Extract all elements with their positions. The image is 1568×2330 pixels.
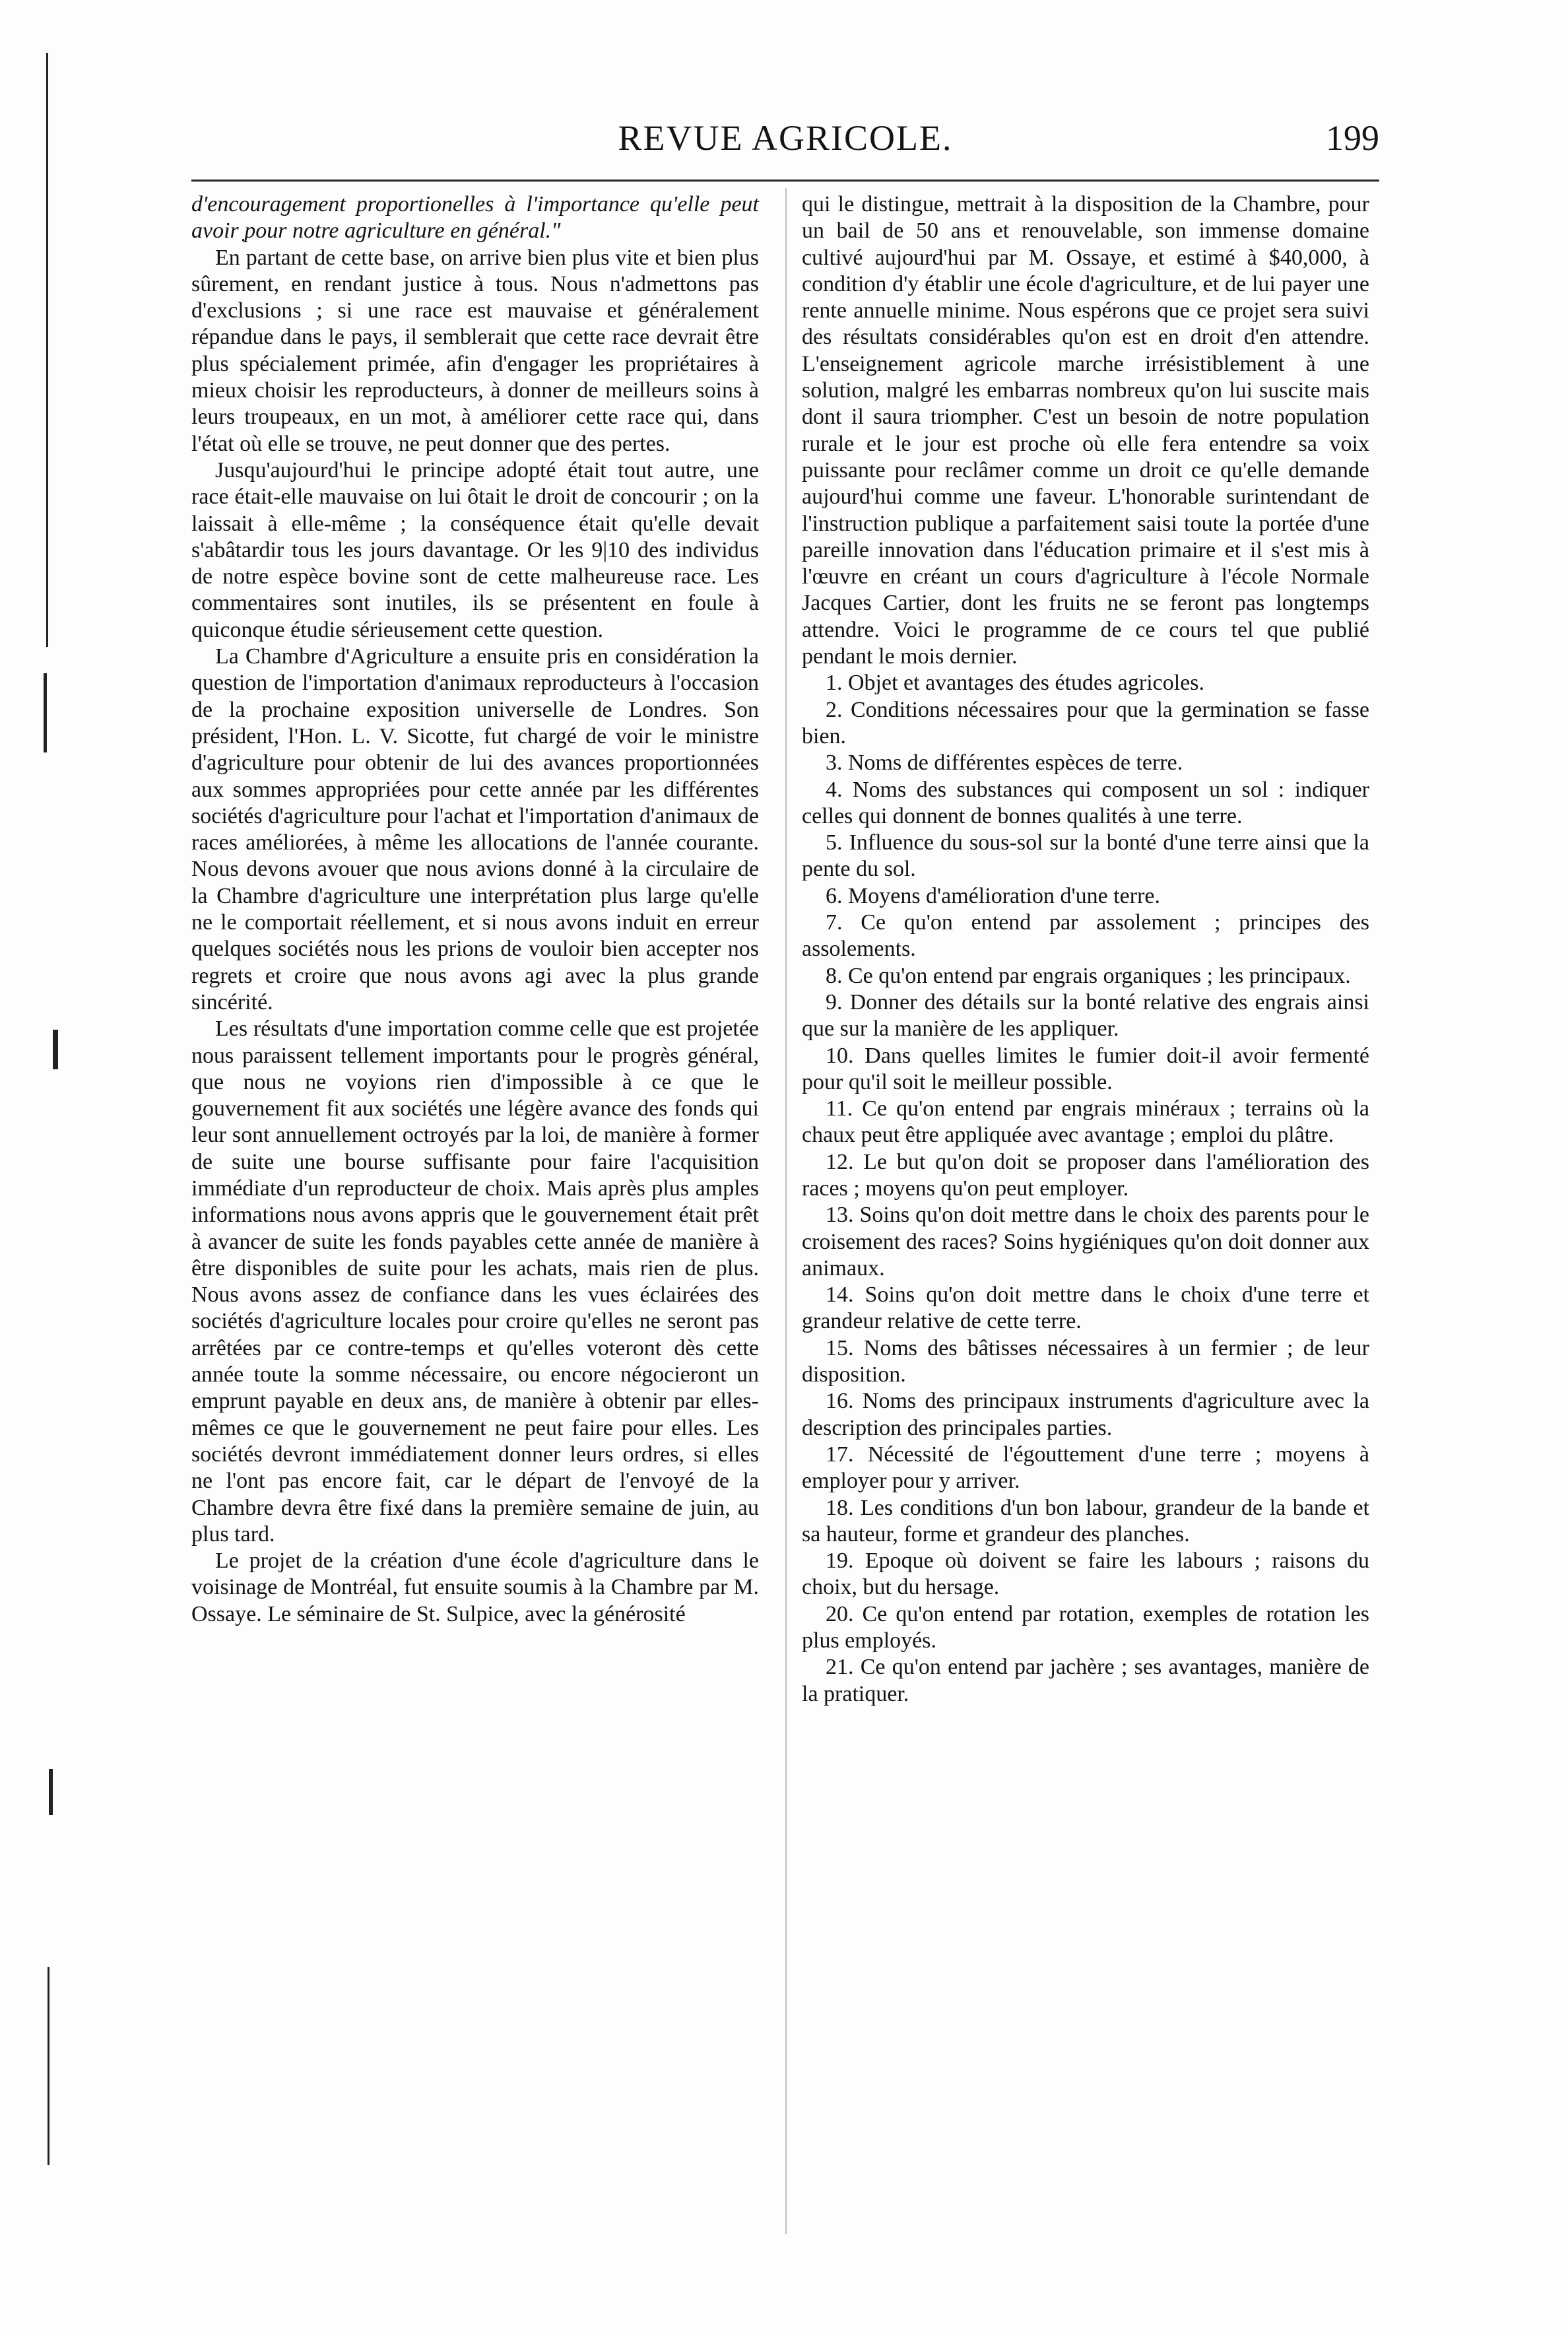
binding-edge-marks bbox=[26, 53, 66, 2231]
paragraph: Le projet de la création d'une école d'agriculture dans le voisinage de Montréal, fut ensuite soumis à la Chambre par M. Ossaye. Le séminaire de St. Sulpice, avec la générosité bbox=[191, 1548, 759, 1626]
page-number: 199 bbox=[1326, 118, 1379, 158]
page-header bbox=[191, 117, 1379, 170]
list-item: 7. Ce qu'on entend par assolement ; principes des assolements. bbox=[802, 910, 1369, 962]
list-item: 17. Nécessité de l'égouttement d'une terre ; moyens à employer pour y arriver. bbox=[802, 1442, 1369, 1494]
list-item: 6. Moyens d'amélioration d'une terre. bbox=[826, 883, 1160, 908]
paragraph: d'encouragement proportionelles à l'importance qu'elle peut avoir ̣pour notre agriculture en général." bbox=[191, 192, 759, 244]
paragraph: qui le distingue, mettrait à la disposition de la Chambre, pour un bail de 50 ans et renouvelable, son immense domaine cultivé aujourd'hui par M. Ossaye, et estimé à $40,000, à condition d'y établir une école d'agriculture, et de lui payer une rente annuelle minime. Nous espérons que ce projet sera suivi des résultats considérables qu'on est en droit d'en attendre. L'enseignement agricole marche irrésistiblement à une solution, malgré les embarras nombreux qu'on lui suscite mais dont il saura triompher. C'est un besoin de notre population rurale et le jour est proche où elle fera entendre sa voix puissante pour reclâmer comme un droit ce qu'elle demande aujourd'hui comme une faveur. L'honorable surintendant de l'instruction publique a parfaitement saisi toute la portée d'une pareille innovation dans l'éducation primaire et il s'est mis à l'œuvre en créant un cours d'agriculture à l'école Normale Jacques Cartier, dont les fruits ne se feront pas longtemps attendre. Voici le programme de ce cours tel que publié pendant le mois dernier. bbox=[802, 192, 1369, 669]
list-item: 13. Soins qu'on doit mettre dans le choix des parents pour le croisement des races? Soins hygiéniques qu'on doit donner aux animaux. bbox=[802, 1203, 1369, 1281]
list-item: 20. Ce qu'on entend par rotation, exemples de rotation les plus employés. bbox=[802, 1601, 1369, 1653]
list-item: 14. Soins qu'on doit mettre dans le choix d'une terre et grandeur relative de cette terre. bbox=[802, 1282, 1369, 1334]
column-divider bbox=[785, 188, 787, 2234]
paragraph: Jusqu'aujourd'hui le principe adopté était tout autre, une race était-elle mauvaise on lui ôtait le droit de concourir ; on la laissait à elle-même ; la conséquence était qu'elle devait s'abâtardir tous les jours davantage. Or les 9|10 des individus de notre espèce bovine sont de cette malheureuse race. Les commentaires sont inutiles, ils se présentent en foule à quiconque étudie sérieusement cette question. bbox=[191, 457, 759, 642]
list-item: 12. Le but qu'on doit se proposer dans l'amélioration des races ; moyens qu'on peut employer. bbox=[802, 1149, 1369, 1201]
right-column bbox=[802, 191, 1369, 1708]
course-program-list bbox=[802, 670, 1369, 1708]
paragraph: La Chambre d'Agriculture a ensuite pris en considération la question de l'importation d'animaux reproducteurs à l'occasion de la prochaine exposition universelle de Londres. Son président, l'Hon. L. V. Sicotte, fut chargé de voir le ministre d'agriculture pour obtenir de lui des avances proportionnées aux sommes appropriées pour cette année par les différentes sociétés d'agriculture pour l'achat et l'importation d'animaux de races améliorées, à même les allocations de l'année courante. Nous devons avouer que nous avions donné à la circulaire de la Chambre d'agriculture une interprétation plus large qu'elle ne le comportait réellement, et si nous avons induit en erreur quelques sociétés nous les prions de vouloir bien accepter nos regrets et croire que nous avons agi avec la plus grande sincérité. bbox=[191, 644, 759, 1015]
list-item: 18. Les conditions d'un bon labour, grandeur de la bande et sa hauteur, forme et grandeur des planches. bbox=[802, 1495, 1369, 1547]
list-item: 5. Influence du sous-sol sur la bonté d'une terre ainsi que la pente du sol. bbox=[802, 830, 1369, 882]
list-item: 2. Conditions nécessaires pour que la germination se fasse bien. bbox=[802, 697, 1369, 749]
header-rule bbox=[191, 180, 1379, 182]
list-item: 3. Noms de différentes espèces de terre. bbox=[826, 750, 1183, 776]
list-item: 21. Ce qu'on entend par jachère ; ses avantages, manière de la pratiquer. bbox=[802, 1655, 1369, 1706]
left-column bbox=[191, 191, 759, 1628]
paragraph: En partant de cette base, on arrive bien plus vite et bien plus sûrement, en rendant justice à tous. Nous n'admettons pas d'exclusions ; si une race est mauvaise et généralement répandue dans le pays, il semblerait que cette race devrait être plus spécialement primée, afin d'engager les propriétaires à mieux choisir les reproducteurs, à donner de meilleurs soins à leurs troupeaux, en un mot, à améliorer cette race qui, dans l'état où elle se trouve, ne peut donner que des pertes. bbox=[191, 245, 759, 456]
list-item: 1. Objet et avantages des études agricoles. bbox=[826, 671, 1205, 696]
list-item: 15. Noms des bâtisses nécessaires à un fermier ; de leur disposition. bbox=[802, 1335, 1369, 1387]
paragraph: Les résultats d'une importation comme celle que est projetée nous paraissent tellement importants pour le progrès général, que nous ne voyions rien d'impossible à ce que le gouvernement fit aux sociétés une légère avance des fonds qui leur sont annuellement octroyés par la loi, de manière à former de suite une bourse suffisante pour faire l'acquisition immédiate d'un reproducteur de choix. Mais après plus amples informations nous avons appris que le gouvernement était prêt à avancer de suite les fonds payables cette année de manière à être disponibles de suite pour les achats, mais rien de plus. Nous avons assez de confiance dans les vues éclairées des sociétés d'agriculture locales pour croire qu'elles ne seront pas arrêtées par ce contre-temps et qu'elles voteront dès cette année toute la somme nécessaire, ou encore négocieront un emprunt payable en deux ans, de manière à obtenir par elles-mêmes ce que le gouvernement ne peut faire pour elles. Les sociétés devront immédiatement donner leurs ordres, si elles ne l'ont pas encore fait, car le départ de l'envoyé de la Chambre devra être fixé dans la première semaine de juin, au plus tard. bbox=[191, 1016, 759, 1547]
list-item: 10. Dans quelles limites le fumier doit-il avoir fermenté pour qu'il soit le meilleur possible. bbox=[802, 1043, 1369, 1094]
list-item: 4. Noms des substances qui composent un sol : indiquer celles qui donnent de bonnes qualités à une terre. bbox=[802, 777, 1369, 828]
list-item: 9. Donner des détails sur la bonté relative des engrais ainsi que sur la manière de les appliquer. bbox=[802, 989, 1369, 1042]
list-item: 8. Ce qu'on entend par engrais organiques ; les principaux. bbox=[826, 963, 1351, 988]
running-title: REVUE AGRICOLE. bbox=[618, 118, 953, 158]
list-item: 16. Noms des principaux instruments d'agriculture avec la description des principales parties. bbox=[802, 1389, 1369, 1440]
list-item: 11. Ce qu'on entend par engrais minéraux ; terrains où la chaux peut être appliquée avec avantage ; emploi du plâtre. bbox=[802, 1096, 1369, 1148]
list-item: 19. Epoque où doivent se faire les labours ; raisons du choix, but du hersage. bbox=[802, 1548, 1369, 1600]
